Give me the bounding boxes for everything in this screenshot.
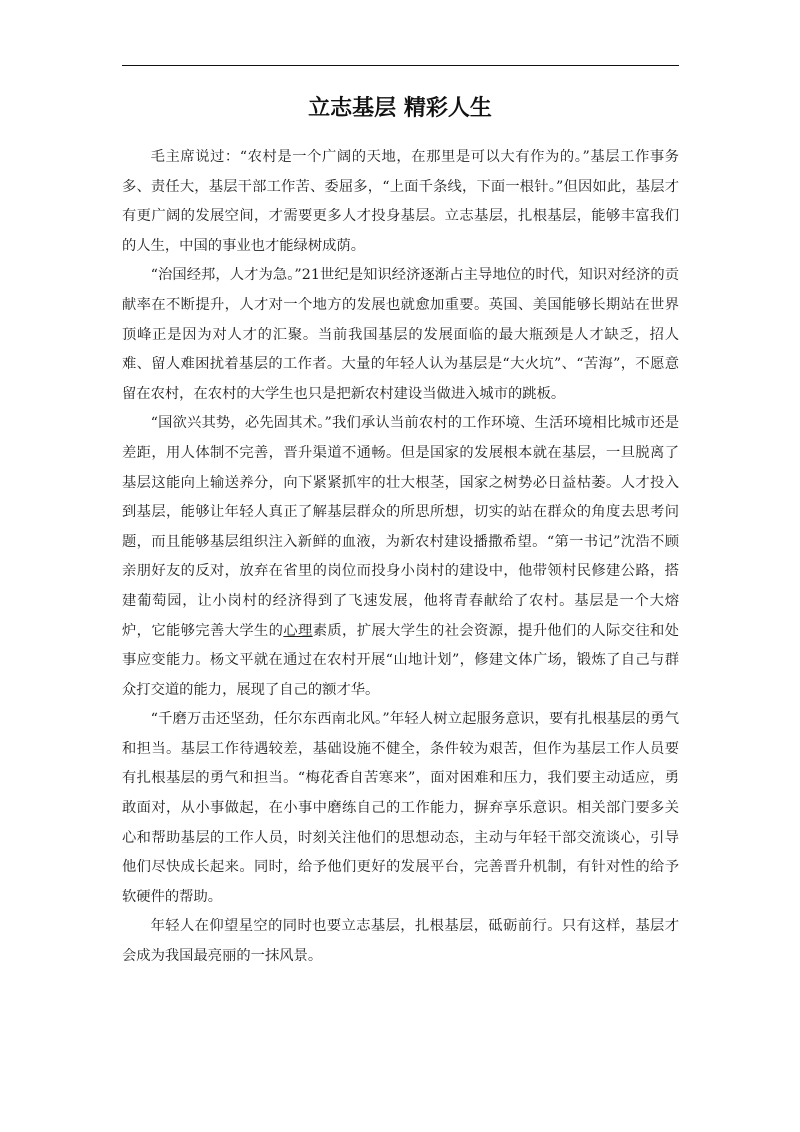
paragraph-1: 毛主席说过：“农村是一个广阔的天地，在那里是可以大有作为的。”基层工作事务多、责任大，基层干部工作苦、委屈多，“上面千条线，下面一根针。”但因如此，基层才有更广阔的发展空间，才需要更多人才投身基层。立志基层，扎根基层，能够丰富我们的人生，中国的事业也才能绿树成荫。 [122, 149, 679, 254]
document-body [122, 143, 679, 972]
document-title: 立志基层 精彩人生 [308, 96, 492, 121]
paragraph-5: 年轻人在仰望星空的同时也要立志基层，扎根基层，砥砺前行。只有这样，基层才会成为我国最亮丽的一抹风景。 [122, 918, 679, 965]
paragraph-3-text-after-link: 素质，扩展大学生的社会资源，提升他们的人际交往和处事应变能力。杨文平就在通过在农村开展“山地计划”，修建文体广场，锻炼了自己与群众打交道的能力，展现了自己的额才华。 [122, 622, 680, 698]
paragraph-4: “千磨万击还坚劲，任尔东西南北风。”年轻人树立起服务意识，要有扎根基层的勇气和担当。基层工作待遇较差，基础设施不健全，条件较为艰苦，但作为基层工作人员要有扎根基层的勇气和担当。“梅花香自苦寒来”，面对困难和压力，我们要主动适应，勇敢面对，从小事做起，在小事中磨练自己的工作能力，摒弃享乐意识。相关部门要多关心和帮助基层的工作人员，时刻关注他们的思想动态，主动与年轻干部交流谈心，引导他们尽快成长起来。同时，给予他们更好的发展平台，完善晋升机制，有针对性的给予软硬件的帮助。 [122, 711, 679, 905]
paragraph-3-text-before-link: “国欲兴其势，必先固其术。”我们承认当前农村的工作环境、生活环境相比城市还是差距，用人体制不完善，晋升渠道不通畅。但是国家的发展根本就在基层，一旦脱离了基层这能向上输送养分，向下紧紧抓牢的壮大根茎，国家之树势必日益枯萎。人才投入到基层，能够让年轻人真正了解基层群众的所思所想，切实的站在群众的角度去思考问题，而且能够基层组织注入新鲜的血液，为新农村建设播撒希望。“第一书记”沈浩不顾亲朋好友的反对，放弃在省里的岗位而投身小岗村的建设中，他带领村民修建公路，搭建葡萄园，让小岗村的经济得到了飞速发展，他将青春献给了农村。基层是一个大熔炉，它能够完善大学生的 [122, 415, 679, 639]
paragraph-2: “治国经邦，人才为急。”21世纪是知识经济逐渐占主导地位的时代，知识对经济的贡献率在不断提升，人才对一个地方的发展也就愈加重要。英国、美国能够长期站在世界顶峰正是因为对人才的汇聚。当前我国基层的发展面临的最大瓶颈是人才缺乏，招人难、留人难困扰着基层的工作者。大量的年轻人认为基层是“大火坑”、“苦海”，不愿意留在农村，在农村的大学生也只是把新农村建设当做进入城市的跳板。 [122, 267, 679, 402]
header-rule [122, 65, 679, 66]
psychology-link[interactable]: 心理 [283, 622, 313, 639]
paragraph-3 [122, 409, 679, 705]
